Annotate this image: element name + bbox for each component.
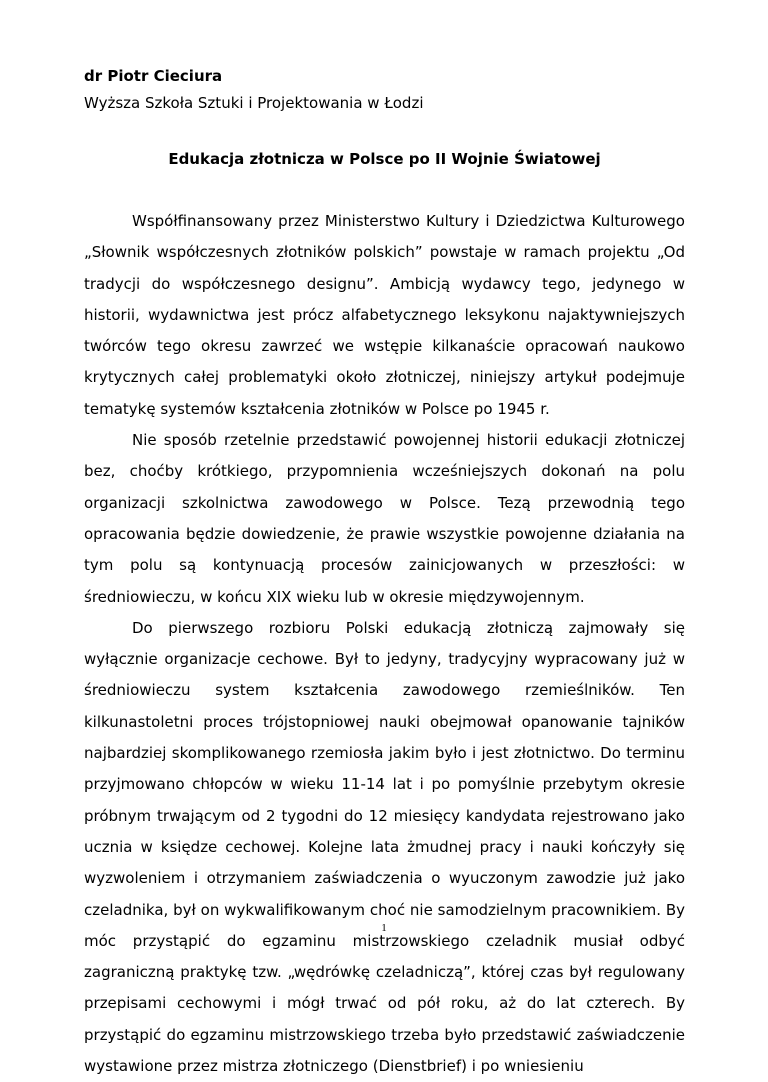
paragraph-3: Do pierwszego rozbioru Polski edukacją złotniczą zajmowały się wyłącznie organizacje cechowe. Był to jedyny, tradycyjny wypracowany już w średniowieczu system kształcenia zawodowego rzemieślników. Ten kilkunastoletni proces trójstopniowej nauki obejmował opanowanie tajników najbardziej skomplikowanego rzemiosła jakim było i jest złotnictwo. Do terminu przyjmowano chłopców w wieku 11-14 lat i po pomyślnie przebytym okresie próbnym trwającym od 2 tygodni do 12 miesięcy kandydata rejestrowano jako ucznia w księdze cechowej. Kolejne lata żmudnej pracy i nauki kończyły się wyzwoleniem i otrzymaniem zaświadczenia o wyuczonym zawodzie już jako czeladnika, był on wykwalifikowanym choć nie samodzielnym pracownikiem. By móc przystąpić do egzaminu mistrzowskiego czeladnik musiał odbyć zagraniczną praktykę tzw. „wędrówkę czeladniczą”, której czas był regulowany przepisami cechowymi i mógł trwać od pół roku, aż do lat czterech. By przystąpić do egzaminu mistrzowskiego trzeba było przedstawić zaświadczenie wystawione przez mistrza złotniczego (Dienstbrief) i po wniesieniu [84, 618, 685, 1076]
author-name: dr Piotr Cieciura [84, 67, 223, 85]
page-number: 1 [381, 922, 387, 934]
author-affiliation: Wyższa Szkoła Sztuki i Projektowania w Łodzi [84, 94, 424, 112]
paragraph-2: Nie sposób rzetelnie przedstawić powojennej historii edukacji złotniczej bez, choćby krótkiego, przypomnienia wcześniejszych dokonań na polu organizacji szkolnictwa zawodowego w Polsce. Tezą przewodnią tego opracowania będzie dowiedzenie, że prawie wszystkie powojenne działania na tym polu są kontynuacją procesów zainicjowanych w przeszłości: w średniowieczu, w końcu XIX wieku lub w okresie międzywojennym. [84, 431, 685, 606]
paragraph-1: Współfinansowany przez Ministerstwo Kultury i Dziedzictwa Kulturowego „Słownik współczesnych złotników polskich” powstaje w ramach projektu „Od tradycji do współczesnego designu”. Ambicją wydawcy tego, jedynego w historii, wydawnictwa jest prócz alfabetycznego leksykonu najaktywniejszych twórców tego okresu zawrzeć we wstępie kilkanaście opracowań naukowo krytycznych całej problematyki około złotniczej, niniejszy artykuł podejmuje tematykę systemów kształcenia złotników w Polsce po 1945 r. [84, 212, 685, 418]
document-title: Edukacja złotnicza w Polsce po II Wojnie Światowej [168, 150, 601, 168]
